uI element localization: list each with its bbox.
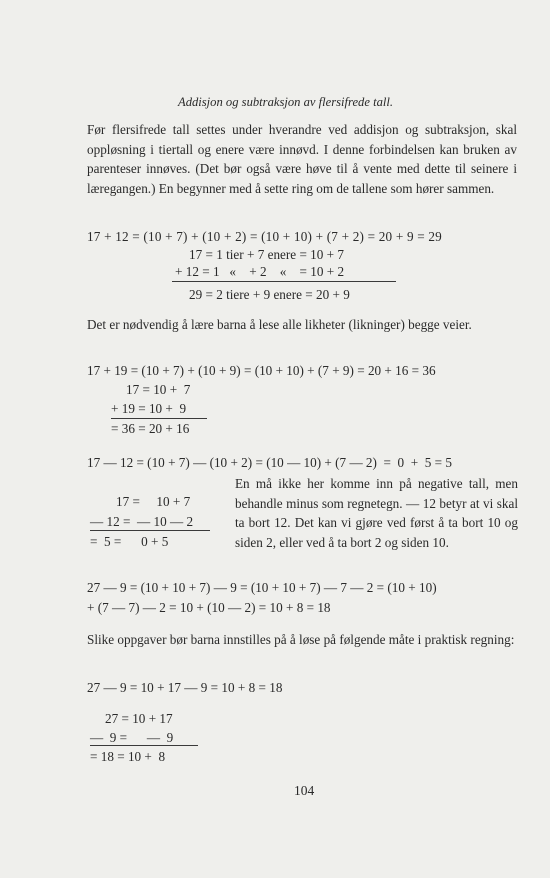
example5-row2: — 9 = — 9 [90, 730, 174, 745]
example2-sum-line [111, 418, 207, 419]
example1-equation: 17 + 12 = (10 + 7) + (10 + 2) = (10 + 10) + (7 + 2) = 20 + 9 = 29 [87, 229, 442, 244]
example1-sum-line [172, 281, 396, 282]
example3-difference-line [90, 530, 210, 531]
example5-row1: 27 = 10 + 17 [105, 711, 173, 726]
example3-row2: — 12 = — 10 — 2 [90, 514, 194, 529]
paragraph-2: Det er nødvendig å lære barna å lese alle likheter (likninger) begge veier. [87, 317, 472, 332]
section-title: Addisjon og subtraksjon av flersifrede tall. [178, 95, 394, 109]
example3-note: En må ikke her komme inn på negative tall, men behandle minus som regnetegn. — 12 betyr at vi skal ta bort 12. Det kan vi gjøre ved først å ta bort 10 og siden 2, eller ved å ta bort 2 og siden 10. [235, 476, 518, 550]
paragraph-3: Slike oppgaver bør barna innstilles på å løse på følgende måte i praktisk regning: [87, 632, 515, 647]
example3-equation: 17 — 12 = (10 + 7) — (10 + 2) = (10 — 10) + (7 — 2) = 0 + 5 = 5 [87, 455, 452, 470]
example5-difference-line [90, 745, 198, 746]
example2-equation: 17 + 19 = (10 + 7) + (10 + 9) = (10 + 10) + (7 + 9) = 20 + 16 = 36 [87, 363, 436, 378]
example4-line1: 27 — 9 = (10 + 10 + 7) — 9 = (10 + 10 + 7) — 7 — 2 = (10 + 10) [87, 580, 437, 595]
page-number: 104 [294, 783, 315, 798]
example2-row2: + 19 = 10 + 9 [111, 401, 187, 416]
example3-row1: 17 = 10 + 7 [116, 494, 191, 509]
example1-row3: 29 = 2 tiere + 9 enere = 20 + 9 [189, 287, 350, 302]
intro-paragraph: Før flersifrede tall settes under hverandre ved addisjon og subtraksjon, skal oppløsning i tiertall og enere være innøvd. I denne forbindelsen kan bruken av parenteser innøves. (Det bør også være høve til å vente med dette til seinere i læregangen.) En begynner med å sette ring om de tallene som hører sammen. [87, 122, 517, 196]
example1-row2: + 12 = 1 « + 2 « = 10 + 2 [175, 264, 345, 279]
example5-row3: = 18 = 10 + 8 [90, 749, 166, 764]
example4-line2: + (7 — 7) — 2 = 10 + (10 — 2) = 10 + 8 = 18 [87, 600, 331, 615]
example3-row3: = 5 = 0 + 5 [90, 534, 169, 549]
example5-equation: 27 — 9 = 10 + 17 — 9 = 10 + 8 = 18 [87, 680, 283, 695]
example2-row3: = 36 = 20 + 16 [111, 421, 190, 436]
example2-row1: 17 = 10 + 7 [126, 382, 191, 397]
example1-row1: 17 = 1 tier + 7 enere = 10 + 7 [189, 247, 344, 262]
